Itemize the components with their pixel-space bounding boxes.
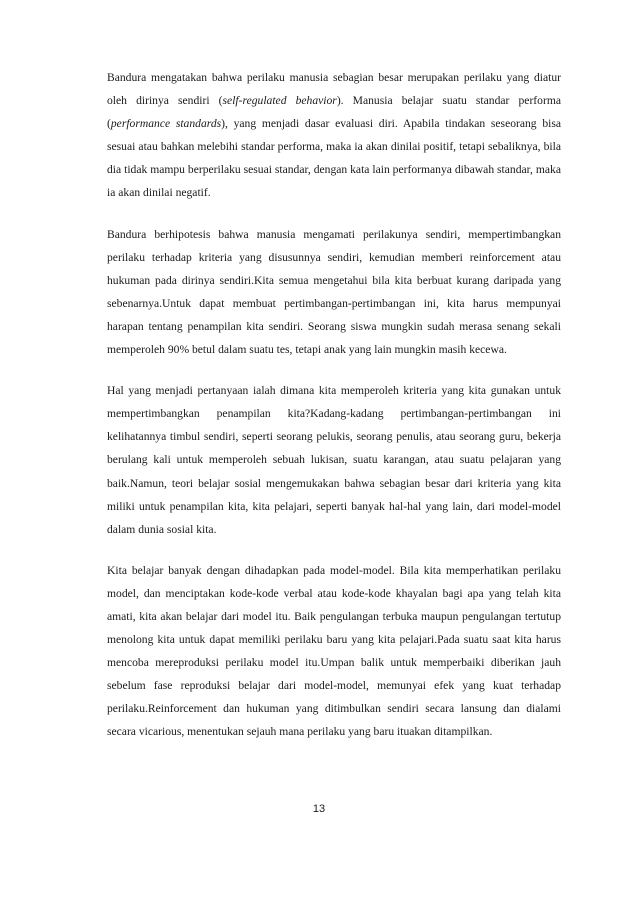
page-number: 13 [312,803,326,815]
paragraph-3 [107,379,561,541]
paragraph-1 [107,66,561,205]
p1-italic-performance-standards: performance standards [110,117,222,131]
p1-text-3: ), yang menjadi dasar evaluasi diri. Apabila tindakan seseorang bisa sesuai atau bahkan melebihi standar performa, maka ia akan dinilai positif, tetapi sebaliknya, bila dia tidak mampu berperilaku sesuai standar, dengan kata lain performanya dibawah standar, maka ia akan dinilai negatif. [107,117,561,200]
p1-text-2: ). Manusia belajar suatu standar performa ( [107,94,561,131]
body-text [107,66,561,762]
p4-text: Kita belajar banyak dengan dihadapkan pada model-model. Bila kita memperhatikan perilaku model, dan menciptakan kode-kode verbal atau kode-kode khayalan bagi apa yang telah kita amati, kita akan belajar dari model itu. Baik pengulangan terbuka maupun pengulangan tertutup menolong kita untuk dapat memiliki perilaku baru yang kita pelajari.Pada suatu saat kita harus mencoba mereproduksi perilaku model itu.Umpan balik untuk memperbaiki diberikan jauh sebelum fase reproduksi belajar dari model-model, memunyai efek yang kuat terhadap perilaku.Reinforcement dan hukuman yang ditimbulkan sendiri secara lansung dan dialami secara vicarious, menentukan sejauh mana perilaku yang baru ituakan ditampilkan. [107,563,561,739]
paragraph-4 [107,559,561,744]
paragraph-2 [107,223,561,362]
p1-italic-self-regulated: self-regulated behavior [222,94,337,108]
p1-text-1: Bandura mengatakan bahwa perilaku manusia sebagian besar merupakan perilaku yang diatur oleh dirinya sendiri ( [107,71,561,108]
p2-text: Bandura berhipotesis bahwa manusia mengamati perilakunya sendiri, mempertimbangkan perilaku terhadap kriteria yang disusunnya sendiri, kemudian memberi reinforcement atau hukuman pada dirinya sendiri.Kita semua mengetahui bila kita berbuat kurang daripada yang sebenarnya.Untuk dapat membuat pertimbangan-pertimbangan ini, kita harus mempunyai harapan tentang penampilan kita sendiri. Seorang siswa mungkin sudah merasa senang sekali memperoleh 90% betul dalam suatu tes, tetapi anak yang lain mungkin masih kecewa. [107,227,561,357]
p3-text: Hal yang menjadi pertanyaan ialah dimana kita memperoleh kriteria yang kita gunakan untuk mempertimbangkan penampilan kita?Kadang-kadang pertimbangan-pertimbangan ini kelihatannya timbul sendiri, seperti seorang pelukis, seorang penulis, atau seorang guru, bekerja berulang kali untuk memperoleh sebuah lukisan, suatu karangan, atau suatu pelajaran yang baik.Namun, teori belajar sosial mengemukakan bahwa sebagian besar dari kriteria yang kita miliki untuk penampilan kita, kita pelajari, seperti banyak hal-hal yang lain, dari model-model dalam dunia sosial kita. [107,384,561,536]
